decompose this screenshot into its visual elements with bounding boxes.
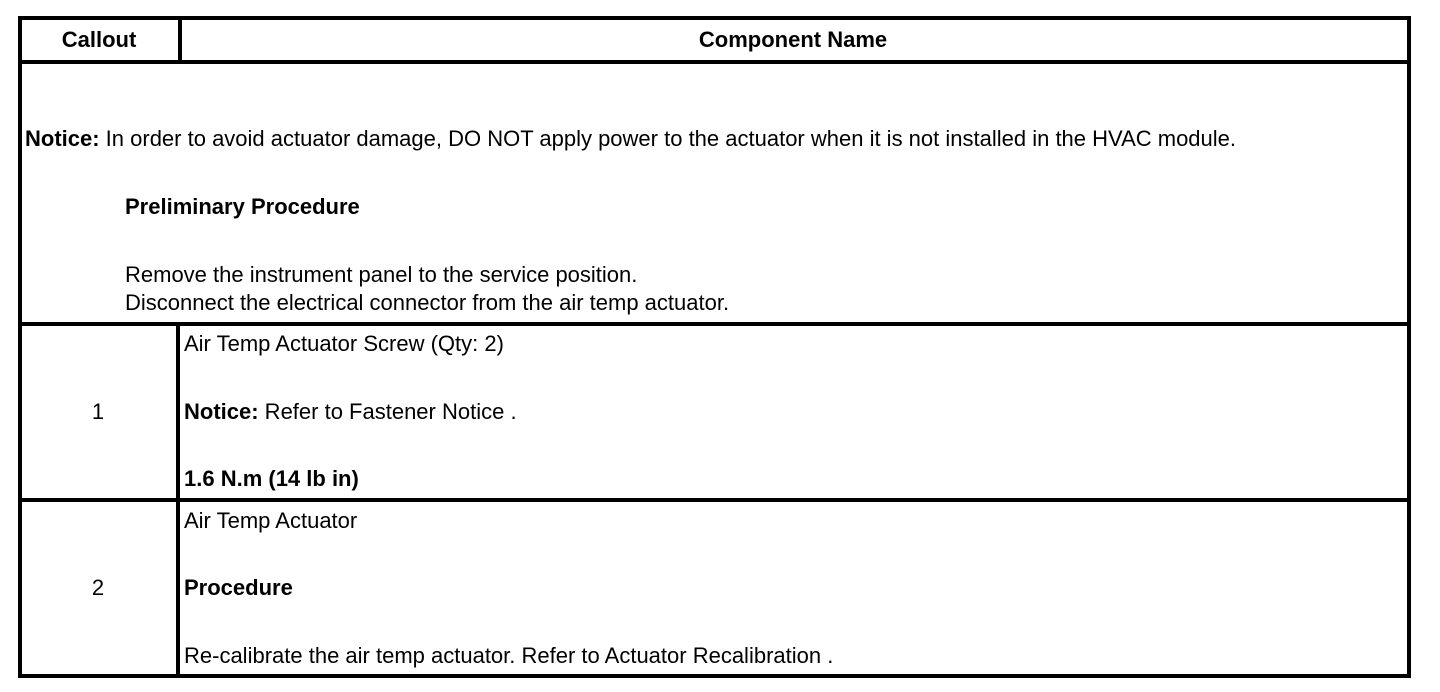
header-separator	[22, 60, 1407, 64]
intro-notice	[25, 126, 1236, 152]
header-component-name: Component Name	[698, 27, 888, 52]
column-separator-rows	[176, 326, 180, 678]
intro-notice-text: In order to avoid actuator damage, DO NOT apply power to the actuator when it is not installed in the HVAC module.	[99, 126, 1237, 151]
row-separator	[22, 498, 1407, 502]
row-component-title: Air Temp Actuator Screw (Qty: 2)	[184, 331, 504, 356]
row-component-title: Air Temp Actuator	[184, 508, 358, 533]
procedure-heading: Procedure	[184, 575, 293, 600]
intro-separator	[22, 322, 1407, 326]
intro-notice-label: Notice:	[25, 126, 100, 151]
row-callout-number: 2	[91, 575, 105, 600]
row-notice-label: Notice:	[184, 399, 259, 424]
preliminary-procedure-heading: Preliminary Procedure	[125, 194, 360, 219]
row-notice	[184, 399, 517, 425]
torque-spec: 1.6 N.m (14 lb in)	[184, 466, 359, 491]
preliminary-step: Disconnect the electrical connector from the air temp actuator.	[125, 290, 730, 315]
row-notice-text: Refer to Fastener Notice .	[258, 399, 517, 424]
procedure-text: Re-calibrate the air temp actuator. Refer to Actuator Recalibration .	[184, 643, 834, 668]
preliminary-step: Remove the instrument panel to the service position.	[125, 262, 638, 287]
row-callout-number: 1	[91, 399, 105, 424]
header-callout: Callout	[61, 27, 137, 52]
